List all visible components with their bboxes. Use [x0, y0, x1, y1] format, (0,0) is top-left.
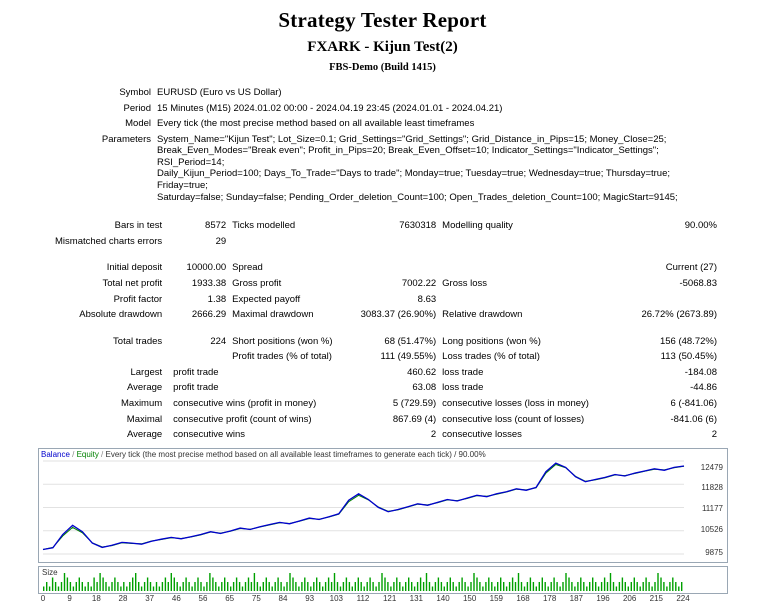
x-tick-16: 150 — [462, 594, 477, 603]
x-tick-6: 56 — [198, 594, 208, 603]
bars-in-test-label: Bars in test — [114, 220, 163, 232]
x-tick-9: 84 — [278, 594, 288, 603]
x-tick-1: 9 — [67, 594, 72, 603]
long-positions-label: Long positions (won %) — [442, 335, 541, 347]
profit-factor-value: 1.38 — [207, 293, 227, 305]
maximal-consecutive-profit-label: consecutive profit (count of wins) — [173, 413, 312, 425]
initial-deposit-label: Initial deposit — [106, 262, 163, 274]
maximal-drawdown-value: 3083.37 (26.90%) — [360, 309, 437, 321]
max-consecutive-wins-label: consecutive wins (profit in money) — [173, 397, 317, 409]
absolute-drawdown-label: Absolute drawdown — [79, 309, 163, 321]
x-tick-0: 0 — [40, 594, 46, 603]
expected-payoff-label: Expected payoff — [232, 293, 301, 305]
x-tick-8: 75 — [251, 594, 261, 603]
total-trades-value: 224 — [210, 335, 227, 347]
y-label-4: 9875 — [705, 548, 723, 557]
x-tick-13: 121 — [382, 594, 397, 603]
average-loss-trade-label: loss trade — [442, 382, 484, 394]
x-tick-21: 196 — [596, 594, 610, 603]
x-tick-22: 206 — [622, 594, 637, 603]
avg-consecutive-wins-label: consecutive wins — [173, 429, 245, 441]
page-title: Strategy Tester Report — [278, 8, 487, 32]
long-positions-value: 156 (48.72%) — [659, 335, 717, 347]
x-tick-20: 187 — [569, 594, 584, 603]
chart-y-axis — [685, 449, 725, 562]
x-tick-11: 103 — [329, 594, 344, 603]
spread-label: Spread — [232, 262, 263, 274]
initial-deposit-value: 10000.00 — [186, 262, 227, 274]
maximal-consecutive-loss-label: consecutive loss (count of losses) — [442, 413, 585, 425]
avg-consecutive-losses-value: 2 — [711, 429, 717, 441]
model-row — [52, 116, 720, 132]
stats-table — [52, 218, 720, 443]
relative-drawdown-value: 26.72% (2673.89) — [641, 309, 717, 321]
average-row — [52, 380, 720, 396]
broker-title: FBS-Demo (Build 1415) — [329, 62, 436, 73]
size-bars — [43, 573, 682, 591]
mismatched-label: Mismatched charts errors — [55, 235, 163, 247]
parameters-row — [52, 132, 720, 205]
x-tick-14: 131 — [409, 594, 424, 603]
balance-line — [43, 463, 684, 549]
model-label: Model — [125, 118, 151, 130]
legend-equity: Equity — [76, 450, 99, 459]
largest-label: Largest — [130, 366, 163, 378]
deposit-row — [52, 260, 720, 276]
x-tick-3: 28 — [118, 594, 128, 603]
x-tick-7: 65 — [225, 594, 235, 603]
symbol-row — [52, 85, 720, 101]
y-label-3: 10526 — [700, 525, 723, 534]
x-tick-12: 112 — [356, 594, 370, 603]
parameters-line-4: Saturday=false; Sunday=false; Pending_Order_deletion_Count=100; Open_Trades_deletion_Count=100; MagicStart=9145; — [157, 191, 678, 203]
ticks-modelled-label: Ticks modelled — [232, 220, 296, 232]
gross-profit-value: 7002.22 — [401, 277, 437, 289]
gross-profit-label: Gross profit — [232, 277, 282, 289]
x-tick-24: 224 — [676, 594, 690, 603]
bars-row — [52, 218, 720, 234]
period-row — [52, 101, 720, 117]
total-net-profit-value: 1933.38 — [191, 277, 227, 289]
parameters-label: Parameters — [101, 133, 151, 145]
parameters-line-3: Daily_Kijun_Period=100; Days_To_Trade="Days to trade"; Monday=true; Tuesday=true; Wednesday=true; Thursday=true; Friday=true; — [157, 168, 671, 192]
gross-loss-value: -5068.83 — [679, 277, 717, 289]
mismatched-row — [52, 234, 720, 250]
largest-profit-trade-label: profit trade — [173, 366, 219, 378]
max-consecutive-wins-value: 5 (729.59) — [392, 397, 437, 409]
y-label-2: 11177 — [701, 504, 723, 513]
equity-chart — [38, 448, 728, 563]
parameters-value — [154, 132, 720, 205]
size-chart — [38, 566, 728, 594]
average-label: Average — [126, 382, 163, 394]
x-tick-19: 178 — [542, 594, 557, 603]
gross-loss-label: Gross loss — [442, 277, 488, 289]
x-tick-5: 46 — [171, 594, 181, 603]
total-trades-row — [52, 334, 720, 350]
net-profit-row — [52, 276, 720, 292]
bars-in-test-value: 8572 — [205, 220, 227, 232]
legend-description: Every tick (the most precise method based on all available least timeframes to generate each tick) / 90.00% — [105, 450, 486, 459]
expert-title: FXARK - Kijun Test(2) — [307, 39, 458, 55]
profit-factor-row — [52, 292, 720, 308]
y-label-1: 11828 — [701, 483, 723, 492]
total-trades-label: Total trades — [113, 335, 163, 347]
legend-balance: Balance — [41, 450, 70, 459]
x-tick-2: 18 — [91, 594, 101, 603]
average-loss-trade-value: -44.86 — [690, 382, 717, 394]
maximal-consecutive-profit-value: 867.69 (4) — [392, 413, 437, 425]
maximal-label: Maximal — [126, 413, 163, 425]
chart-legend: Balance / Equity / Every tick (the most precise method based on all available least timeframes to generate each tick) / 90.00% — [41, 450, 486, 459]
x-tick-4: 37 — [145, 594, 155, 603]
x-tick-18: 168 — [516, 594, 530, 603]
loss-trades-value: 113 (50.45%) — [660, 351, 717, 363]
drawdown-row — [52, 307, 720, 323]
average2-label: Average — [126, 429, 163, 441]
maximal-drawdown-label: Maximal drawdown — [232, 309, 314, 321]
profit-factor-label: Profit factor — [113, 293, 163, 305]
avg-consecutive-losses-label: consecutive losses — [442, 429, 522, 441]
average-profit-trade-value: 63.08 — [412, 382, 437, 394]
profit-trades-row — [52, 349, 720, 365]
ticks-modelled-value: 7630318 — [399, 220, 437, 232]
loss-trades-label: Loss trades (% of total) — [442, 351, 540, 363]
max-consecutive-losses-label: consecutive losses (loss in money) — [442, 397, 589, 409]
short-positions-label: Short positions (won %) — [232, 335, 333, 347]
mismatched-value: 29 — [215, 235, 227, 247]
largest-row — [52, 365, 720, 381]
period-label: Period — [123, 102, 151, 114]
symbol-value: EURUSD (Euro vs US Dollar) — [157, 87, 282, 98]
size-label: Size — [42, 568, 58, 577]
modelling-quality-value: 90.00% — [684, 220, 717, 232]
total-net-profit-label: Total net profit — [102, 277, 163, 289]
maximum-label: Maximum — [121, 397, 163, 409]
report-page — [0, 8, 765, 608]
x-tick-23: 215 — [649, 594, 664, 603]
x-tick-15: 140 — [436, 594, 450, 603]
spread-value: Current (27) — [665, 262, 717, 274]
average2-row — [52, 427, 720, 443]
maximal-row — [52, 412, 720, 428]
expected-payoff-value: 8.63 — [417, 293, 437, 305]
x-tick-10: 93 — [305, 594, 315, 603]
average-profit-trade-label: profit trade — [173, 382, 219, 394]
max-consecutive-losses-value: 6 (-841.06) — [670, 397, 717, 409]
profit-trades-label: Profit trades (% of total) — [232, 351, 332, 363]
info-table — [52, 85, 720, 216]
absolute-drawdown-value: 2666.29 — [191, 309, 227, 321]
avg-consecutive-wins-value: 2 — [430, 429, 437, 441]
modelling-quality-label: Modelling quality — [442, 220, 513, 232]
maximal-consecutive-loss-value: -841.06 (6) — [670, 413, 717, 425]
parameters-line-2: Break_Even_Modes="Break even"; Profit_in_Pips=20; Break_Even_Offset=10; Indicator_Settings="Indicator_Settings"; RSI_Period=14; — [157, 145, 659, 168]
period-value: 15 Minutes (M15) 2024.01.02 00:00 - 2024.04.19 23:45 (2024.01.01 - 2024.04.21) — [157, 102, 503, 114]
short-positions-value: 68 (51.47%) — [384, 335, 437, 347]
largest-loss-trade-value: -184.08 — [684, 366, 717, 378]
symbol-label: Symbol — [119, 87, 151, 98]
relative-drawdown-label: Relative drawdown — [442, 309, 523, 321]
y-label-0: 12479 — [700, 463, 723, 472]
chart-grid — [43, 461, 684, 554]
largest-loss-trade-label: loss trade — [442, 366, 484, 378]
chart-x-axis — [38, 594, 728, 606]
parameters-line-1: System_Name="Kijun Test"; Lot_Size=0.1; Grid_Settings="Grid_Settings"; Grid_Distance_in_Pips=15; Money_Close=25; — [157, 133, 667, 145]
maximum-row — [52, 396, 720, 412]
chart-canvas — [39, 449, 727, 562]
profit-trades-value: 111 (49.55%) — [380, 351, 437, 363]
x-tick-17: 159 — [489, 594, 504, 603]
size-canvas — [39, 567, 727, 593]
model-value: Every tick (the most precise method based on all available least timeframes — [157, 118, 475, 130]
largest-profit-trade-value: 460.62 — [407, 366, 437, 378]
